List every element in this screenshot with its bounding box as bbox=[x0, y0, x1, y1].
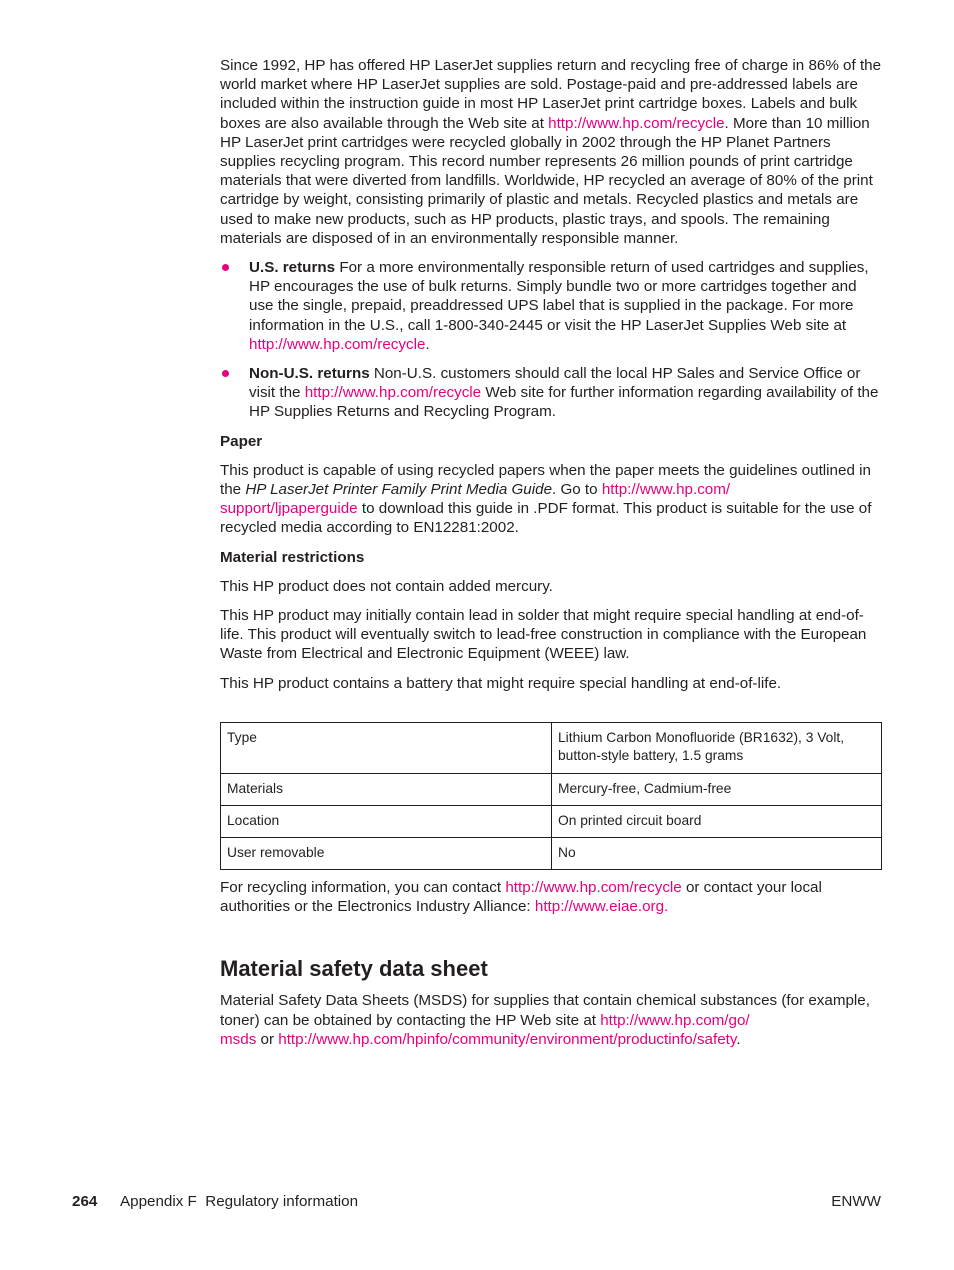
contact-text-2: or contact your local authorities or the Electronics Industry Alliance: bbox=[220, 878, 822, 916]
lead-paragraph: This HP product may initially contain lead in solder that might require special handling at end-of-life. This product will eventually switch to lead-free construction in compliance with the European Waste from Electrical and Electronic Equipment (WEEE) law. bbox=[220, 607, 867, 663]
recycling-contact-paragraph bbox=[220, 878, 884, 916]
paper-paragraph bbox=[220, 461, 884, 538]
table-row bbox=[221, 722, 882, 773]
eiae-link[interactable]: http://www.eiae.org. bbox=[534, 898, 669, 916]
table-cell-key: Materials bbox=[221, 773, 552, 805]
battery-paragraph: This HP product contains a battery that might require special handling at end-of-life. bbox=[220, 674, 782, 692]
table-cell-key: User removable bbox=[221, 837, 552, 869]
msds-heading: Material safety data sheet bbox=[220, 956, 488, 982]
safety-link[interactable]: http://www.hp.com/hpinfo/community/environment/productinfo/safety bbox=[278, 1030, 737, 1048]
msds-paragraph bbox=[220, 991, 884, 1049]
table-cell-value: On printed circuit board bbox=[552, 805, 882, 837]
msds-text-3: . bbox=[736, 1030, 741, 1048]
msds-link[interactable]: http://www.hp.com/go/ msds bbox=[220, 1011, 750, 1048]
paper-heading: Paper bbox=[220, 432, 263, 450]
paper-text-2: . Go to bbox=[552, 481, 602, 499]
bullet-title: Non-U.S. returns bbox=[249, 365, 370, 383]
table-row bbox=[221, 805, 882, 837]
returns-list bbox=[220, 258, 884, 422]
bullet-text-cont: Web site for further information regarding availability of the HP Supplies Returns and Recycling Program. bbox=[249, 384, 879, 421]
page-footer bbox=[72, 1192, 881, 1212]
chapter-title: Appendix F Regulatory information bbox=[120, 1193, 359, 1210]
non-us-recycle-link[interactable]: http://www.hp.com/recycle bbox=[304, 384, 482, 402]
msds-text-2: or bbox=[256, 1030, 279, 1048]
intro-text: Since 1992, HP has offered HP LaserJet supplies return and recycling free of charge in 86% of the world market where HP LaserJet supplies are sold. Postage-paid and pre-addressed labels are included within the instruction guide in most HP LaserJet print cartridge boxes. Labels and bulk boxes are also available through the Web site at bbox=[220, 57, 882, 132]
guide-title: HP LaserJet Printer Family Print Media Guide bbox=[245, 481, 553, 499]
table-row bbox=[221, 773, 882, 805]
locale-code: ENWW bbox=[831, 1193, 881, 1210]
contact-recycle-link[interactable]: http://www.hp.com/recycle bbox=[505, 878, 682, 896]
table-row bbox=[221, 837, 882, 869]
paper-text-3: to download this guide in .PDF format. This product is suitable for the use of recycled media according to EN12281:2002. bbox=[220, 500, 872, 537]
table-cell-value: Lithium Carbon Monofluoride (BR1632), 3 Volt, button-style battery, 1.5 grams bbox=[552, 722, 882, 773]
paper-text: This product is capable of using recycled papers when the paper meets the guidelines outlined in the bbox=[220, 461, 871, 499]
recycle-link[interactable]: http://www.hp.com/recycle bbox=[548, 114, 725, 132]
msds-text: Material Safety Data Sheets (MSDS) for supplies that contain chemical substances (for example, toner) can be obtained by contacting the HP Web site at bbox=[220, 992, 870, 1029]
bullet-text-cont: . bbox=[425, 335, 430, 353]
us-recycle-link[interactable]: http://www.hp.com/recycle bbox=[249, 335, 426, 353]
page-number: 264 bbox=[72, 1193, 98, 1210]
paper-guide-link[interactable]: http://www.hp.com/ support/ljpaperguide bbox=[220, 481, 731, 518]
table-cell-key: Type bbox=[221, 722, 552, 773]
list-item-us-returns bbox=[220, 258, 884, 354]
bullet-text: Non-U.S. customers should call the local HP Sales and Service Office or visit the bbox=[249, 365, 861, 402]
table-cell-value: Mercury-free, Cadmium-free bbox=[552, 773, 882, 805]
contact-text: For recycling information, you can contact bbox=[220, 878, 506, 896]
intro-text-cont: . More than 10 million HP LaserJet print cartridges were recycled globally in 2002 through the HP Planet Partners supplies recycling program. This record number represents 26 million pounds of print cartridge materials that were diverted from landfills. Worldwide, HP recycled an average of 80% of the print cartridge by weight, consisting primarily of plastic and metals. Recycled plastics and metals are used to make new products, such as HP products, plastic trays, and spools. The remaining materials are disposed of in an environmentally responsible manner. bbox=[220, 114, 873, 247]
battery-table bbox=[220, 722, 882, 870]
table-cell-value: No bbox=[552, 837, 882, 869]
bullet-icon bbox=[222, 370, 229, 377]
intro-paragraph bbox=[220, 56, 884, 248]
bullet-icon bbox=[222, 264, 229, 271]
material-restrictions-heading: Material restrictions bbox=[220, 548, 365, 566]
page-content bbox=[220, 56, 884, 1059]
list-item-non-us-returns bbox=[220, 364, 884, 422]
bullet-title: U.S. returns bbox=[249, 259, 336, 277]
bullet-text: For a more environmentally responsible return of used cartridges and supplies, HP encourages the use of bulk returns. Simply bundle two or more cartridges together and use the single, prepaid, preaddressed UPS label that is supplied in the package. For more information in the U.S., call 1-800-340-2445 or visit the HP LaserJet Supplies Web site at bbox=[249, 259, 869, 334]
table-cell-key: Location bbox=[221, 805, 552, 837]
mercury-paragraph: This HP product does not contain added mercury. bbox=[220, 577, 553, 595]
